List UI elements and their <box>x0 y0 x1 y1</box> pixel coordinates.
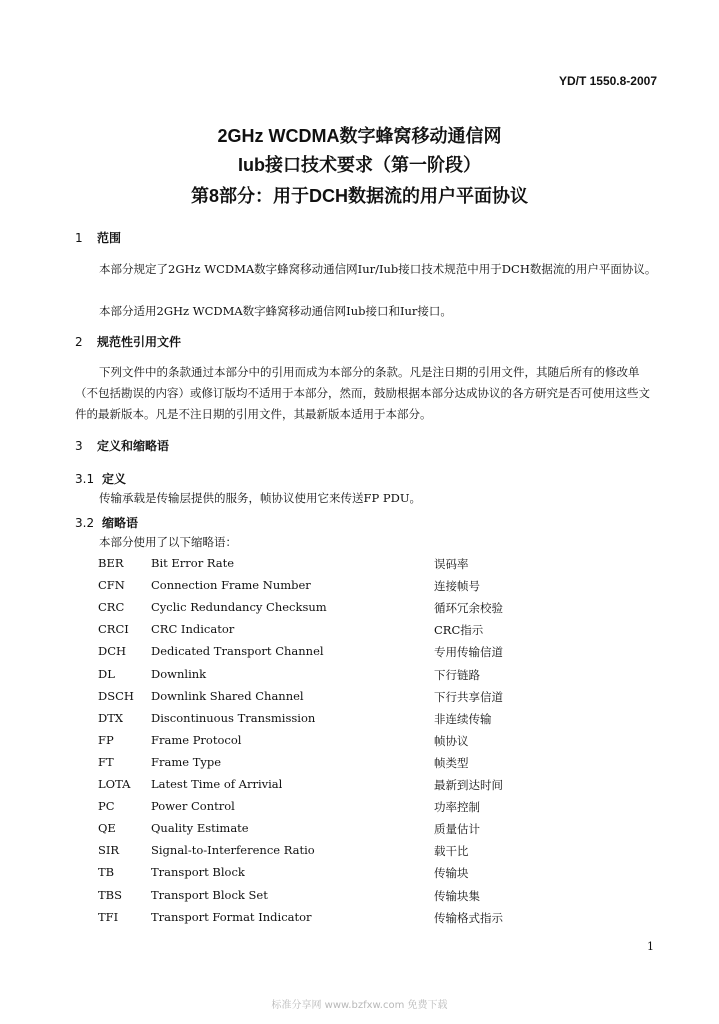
section-title: 定义 <box>102 472 127 486</box>
abbreviation-english: Frame Type <box>151 754 222 769</box>
abbreviation-chinese: 传输块集 <box>434 888 480 903</box>
section-number: 3 <box>75 439 83 453</box>
abbreviation-term: TFI <box>98 909 119 924</box>
abbreviation-term: FP <box>98 732 114 747</box>
abbreviation-english: Bit Error Rate <box>151 556 235 570</box>
abbreviation-term: DCH <box>98 644 127 659</box>
abbreviation-chinese: 下行链路 <box>434 667 480 682</box>
abbreviation-row <box>98 733 638 751</box>
abbreviation-chinese: 帧类型 <box>434 755 469 770</box>
abbreviation-english: Dedicated Transport Channel <box>151 644 324 659</box>
abbreviation-chinese: 循环冗余校验 <box>434 601 503 616</box>
section-1-heading <box>75 229 121 246</box>
section-3-heading <box>75 437 169 454</box>
doc-title-line-3: 第8部分：用于DCH数据流的用户平面协议 <box>190 186 528 206</box>
abbreviation-term: BER <box>98 556 124 570</box>
abbreviation-row <box>98 799 638 817</box>
abbreviation-row <box>98 888 638 906</box>
section-3-1-heading <box>75 470 126 487</box>
abbreviation-english: Signal-to-Interference Ratio <box>151 843 315 858</box>
abbreviation-chinese: 专用传输信道 <box>434 645 503 660</box>
abbreviation-row <box>98 821 638 839</box>
watermark-footer: 标准分享网 www.bzfxw.com 免费下载 <box>271 1000 448 1011</box>
abbreviation-row <box>98 755 638 773</box>
abbreviation-english: Connection Frame Number <box>151 578 311 593</box>
abbreviation-term: DL <box>98 666 115 681</box>
abbreviation-term: CRCI <box>98 622 129 637</box>
paragraph-text: 本部分规定了2GHz WCDMA数字蜂窝移动通信网Iur/Iub接口技术规范中用于DCH数据流的用户平面协议。 <box>99 262 657 276</box>
section-title: 定义和缩略语 <box>97 439 170 453</box>
abbreviation-row <box>98 689 638 707</box>
abbreviation-row <box>98 644 638 662</box>
abbreviation-chinese: 传输格式指示 <box>434 910 503 925</box>
abbreviation-chinese: 质量估计 <box>434 822 480 837</box>
abbreviation-term: PC <box>98 799 115 814</box>
section-number: 2 <box>75 335 83 349</box>
abbreviation-chinese: 帧协议 <box>434 733 469 748</box>
abbreviation-row <box>98 600 638 618</box>
doc-title-line-1: 2GHz WCDMA数字蜂窝移动通信网 <box>217 126 502 146</box>
paragraph-text: 传输承载是传输层提供的服务，帧协议使用它来传送FP PDU。 <box>99 491 422 505</box>
abbreviation-english: Downlink <box>151 666 207 681</box>
abbreviation-row <box>98 910 638 928</box>
abbreviation-chinese: 功率控制 <box>434 800 480 815</box>
abbreviation-term: SIR <box>98 843 120 858</box>
abbreviation-english: Frame Protocol <box>151 732 242 747</box>
abbreviation-chinese: 载干比 <box>434 844 469 859</box>
abbreviation-term: DSCH <box>98 688 134 703</box>
section-3-1-para-1 <box>75 488 660 509</box>
section-3-2-heading <box>75 514 138 531</box>
abbreviation-term: TBS <box>98 887 122 902</box>
section-title: 范围 <box>97 231 122 245</box>
abbreviation-row <box>98 843 638 861</box>
abbreviation-row <box>98 622 638 640</box>
section-number: 3.1 <box>75 472 95 486</box>
standard-code: YD/T 1550.8-2007 <box>558 74 657 88</box>
abbreviation-term: TB <box>98 865 115 880</box>
abbreviation-english: Transport Block Set <box>151 887 268 902</box>
abbreviation-english: Latest Time of Arrivial <box>151 777 283 791</box>
abbreviation-chinese: 下行共享信道 <box>434 689 503 704</box>
abbreviation-chinese: 误码率 <box>434 557 469 571</box>
section-2-heading <box>75 333 181 350</box>
abbreviation-term: LOTA <box>98 777 131 791</box>
abbreviation-term: CFN <box>98 578 125 593</box>
paragraph-text: 本部分适用2GHz WCDMA数字蜂窝移动通信网Iub接口和Iur接口。 <box>99 304 452 318</box>
abbreviation-english: Quality Estimate <box>151 821 249 836</box>
section-1-para-2 <box>75 301 660 322</box>
section-title: 缩略语 <box>102 516 139 530</box>
abbreviation-english: Transport Format Indicator <box>151 909 312 924</box>
section-number: 3.2 <box>75 516 95 530</box>
abbreviation-term: DTX <box>98 710 124 725</box>
abbreviation-english: Transport Block <box>151 865 245 880</box>
abbreviation-chinese: 非连续传输 <box>434 711 492 726</box>
abbreviation-row <box>98 556 638 574</box>
abbreviation-chinese: CRC指示 <box>434 623 484 638</box>
abbreviation-row <box>98 711 638 729</box>
abbreviation-chinese: 最新到达时间 <box>434 778 503 792</box>
paragraph-text: 本部分使用了以下缩略语： <box>99 535 237 549</box>
abbreviation-term: FT <box>98 754 114 769</box>
abbreviation-english: Power Control <box>151 799 235 814</box>
abbreviation-english: Cyclic Redundancy Checksum <box>151 600 327 615</box>
abbreviation-english: Discontinuous Transmission <box>151 710 316 725</box>
abbreviation-term: QE <box>98 821 116 836</box>
abbreviation-row <box>98 777 638 795</box>
abbreviation-row <box>98 667 638 685</box>
abbreviation-chinese: 连接帧号 <box>434 579 480 594</box>
section-number: 1 <box>75 231 83 245</box>
section-2-para-1 <box>75 362 660 425</box>
section-3-2-intro <box>75 532 660 553</box>
abbreviation-term: CRC <box>98 600 125 615</box>
abbreviation-row <box>98 578 638 596</box>
abbreviation-english: Downlink Shared Channel <box>151 688 304 703</box>
abbreviation-english: CRC Indicator <box>151 622 235 637</box>
section-title: 规范性引用文件 <box>97 335 182 349</box>
paragraph-text: 下列文件中的条款通过本部分中的引用而成为本部分的条款。凡是注日期的引用文件，其随后所有的修改单（不包括勘误的内容）或修订版均不适用于本部分，然而，鼓励根据本部分达成协议的各方研究是否可使用这些文件的最新版本。凡是不注日期的引用文件，其最新版本适用于本部分。 <box>75 365 650 421</box>
section-1-para-1 <box>75 259 660 280</box>
abbreviation-chinese: 传输块 <box>434 866 469 881</box>
abbreviation-row <box>98 865 638 883</box>
page-number: 1 <box>647 940 654 953</box>
doc-title-line-2: Iub接口技术要求（第一阶段） <box>238 155 481 175</box>
